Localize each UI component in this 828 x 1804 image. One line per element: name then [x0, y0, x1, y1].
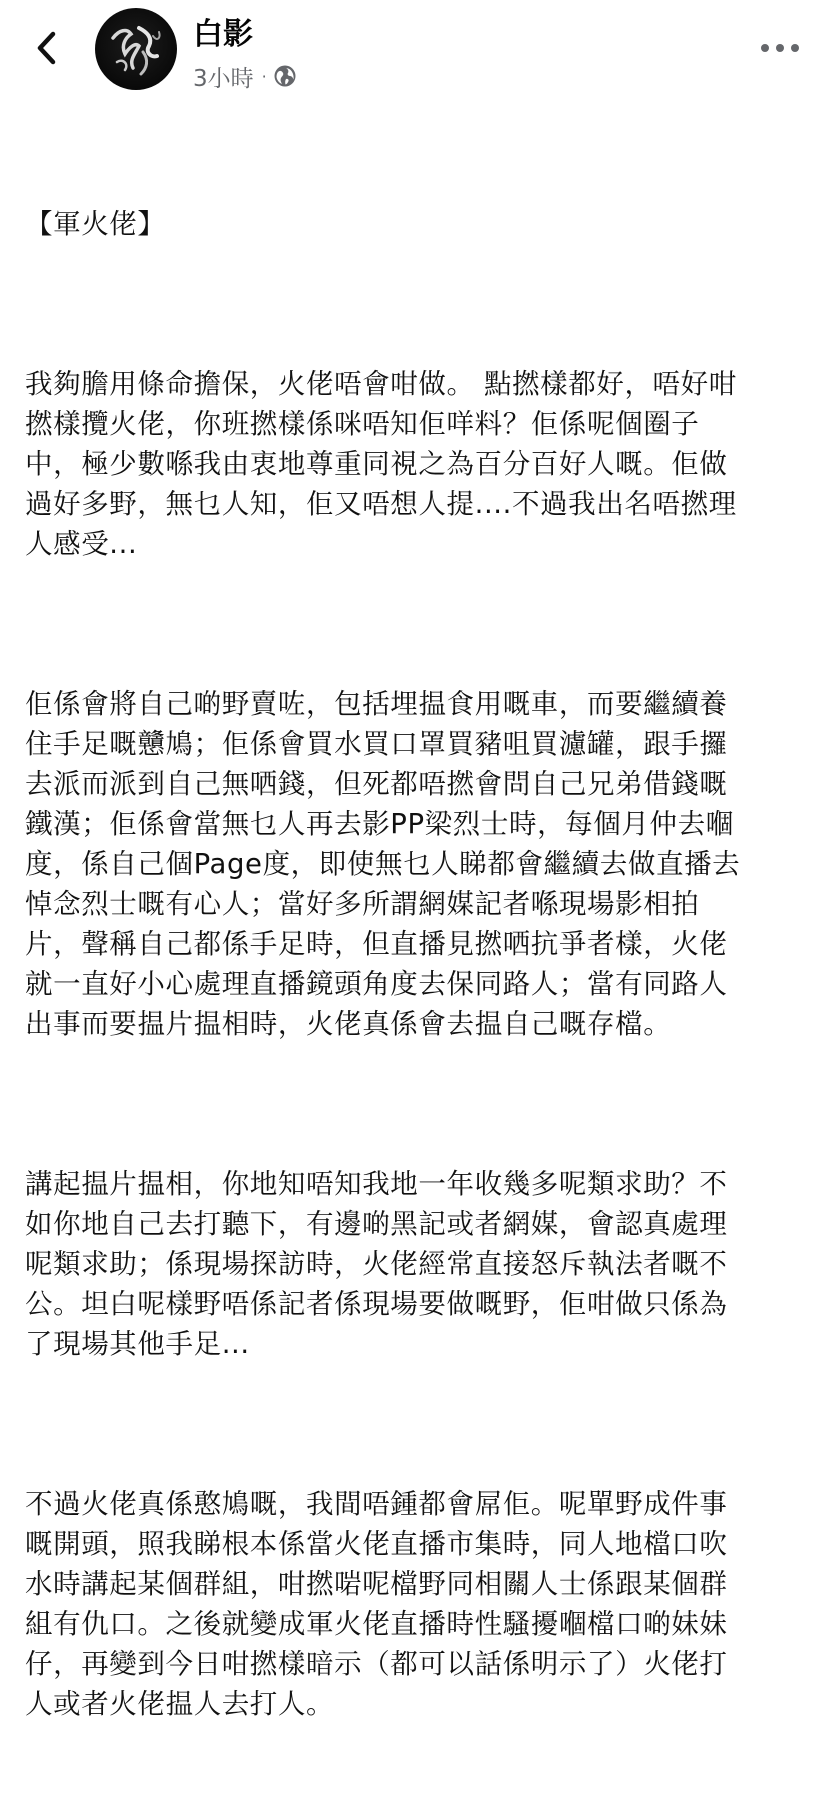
post-paragraph: 講起揾片揾相，你地知唔知我地一年收幾多呢類求助？不 如你地自己去打聽下，有邊啲黑記或者網媒，會認真處理 呢類求助；係現場探訪時，火佬經常直接怒斥執法者嘅不 公。坦白呢樣野唔係記者係現場要做嘅野，佢咁做只係為 了現場其他手足... [25, 1168, 728, 1360]
chevron-left-icon [35, 31, 57, 65]
post-header [0, 0, 828, 100]
post-paragraph: 不過火佬真係憨鳩嘅，我間唔鍾都會屌佢。呢單野成件事 嘅開頭，照我睇根本係當火佬直播市集時，同人地檔口吹 水時講起某個群組，咁撚啱呢檔野同相關人士係跟某個群 組有仇口。之後就變成軍火佬直播時性騷擾嗰檔口啲妹妹 仔，再變到今日咁撚樣暗示（都可以話係明示了）火佬打 人或者火佬揾人去打人。 [25, 1488, 728, 1720]
post-meta [193, 60, 297, 92]
post-timestamp[interactable]: 3小時 [193, 65, 254, 92]
more-horizontal-icon [760, 43, 800, 53]
more-options-button[interactable] [756, 30, 804, 66]
globe-icon[interactable] [273, 64, 297, 88]
post-body [25, 124, 805, 1804]
calligraphy-avatar-icon [95, 8, 177, 90]
post-title: 【軍火佬】 [25, 208, 166, 240]
back-button[interactable] [26, 24, 66, 72]
post-paragraph: 我夠膽用條命擔保，火佬唔會咁做。 點撚樣都好，唔好咁 撚樣攬火佬，你班撚樣係咪唔知佢咩料？佢係呢個圈子 中，極少數喺我由衷地尊重同視之為百分百好人嘅。佢做 過好多野，無乜人知，佢又唔想人提....不過我出名唔撚理 人感受... [25, 368, 737, 560]
avatar[interactable] [95, 8, 177, 90]
author-name[interactable]: 白影 [193, 17, 253, 52]
meta-separator: · [261, 66, 267, 86]
post-paragraph: 佢係會將自己啲野賣咗，包括埋揾食用嘅車，而要繼續養 住手足嘅戇鳩；佢係會買水買口罩買豬咀買濾罐，跟手攞 去派而派到自己無哂錢，但死都唔撚會問自己兄弟借錢嘅 鐵漢；佢係會當無乜人再去影PP梁烈士時，每個月仲去嗰 度，係自己個Page度，即使無乜人睇都會繼續去做直播去 悼念烈士嘅有心人；當好多所謂網媒記者喺現場影相拍 片，聲稱自己都係手足時，但直播見撚哂抗爭者樣，火佬 就一直好小心處理直播鏡頭角度去保同路人；當有同路人 出事而要揾片揾相時，火佬真係會去揾自己嘅存檔。 [25, 688, 741, 1040]
